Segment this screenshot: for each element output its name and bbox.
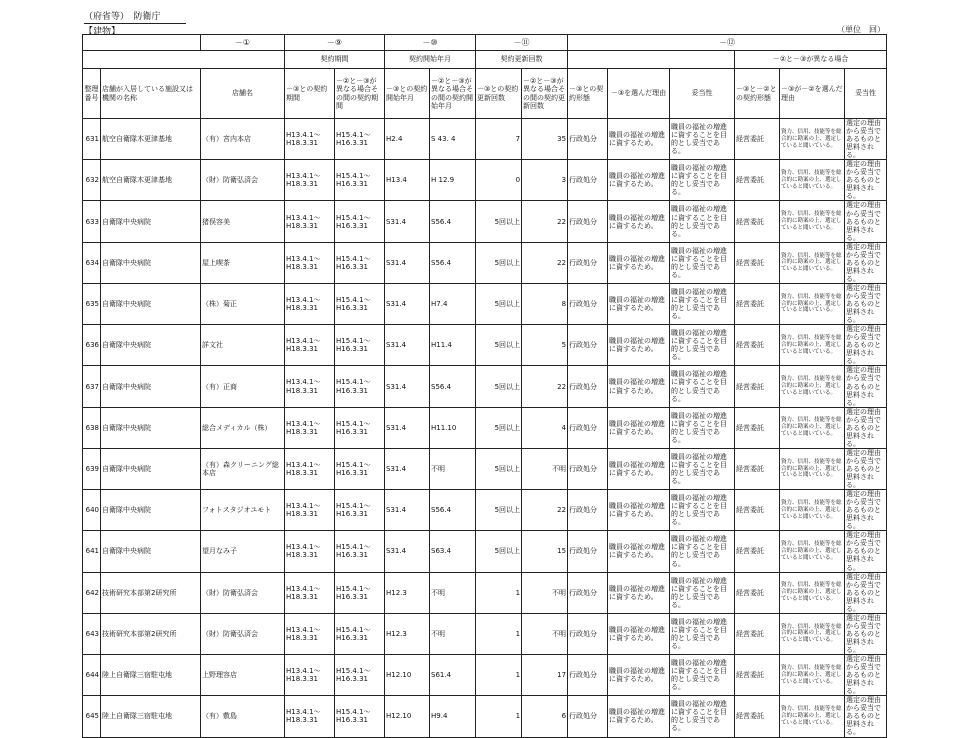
row-start-23: H11.10 [430,407,476,448]
ministry-label: （府省等） 防衛庁 [84,9,186,24]
row-validity-2: 選定の理由から妥当であるものと思料される。 [845,448,887,489]
row-facility: 自衛隊中央病院 [101,490,201,531]
row-form-2: 経営委託 [735,531,780,572]
row-form: 行政処分 [568,283,608,324]
row-renew-3: 1 [476,572,522,613]
row-renew-3: 5回以上 [476,366,522,407]
unit-label: （単位 回） [837,25,885,34]
row-validity: 職員の福祉の増進に資することを目的とし妥当である。 [670,119,735,160]
row-reason: 職員の福祉の増進に資するため。 [608,655,670,696]
row-start-3: S31.4 [385,407,430,448]
row-facility: 陸上自衛隊三宿駐屯地 [101,696,201,737]
row-validity: 職員の福祉の増進に資することを目的とし妥当である。 [670,613,735,654]
row-facility: 陸上自衛隊三宿駐屯地 [101,655,201,696]
col-period-23: －②と－③が異なる場合その間の契約期間 [335,69,385,119]
col-facility: 店舗が入居している施設又は機関の名称 [101,69,201,119]
row-validity-2: 選定の理由から妥当であるものと思料される。 [845,201,887,242]
row-facility: 自衛隊中央病院 [101,283,201,324]
row-start-3: H12.3 [385,572,430,613]
row-renew-3: 1 [476,613,522,654]
row-period-3: H13.4.1～ H18.3.31 [285,283,335,324]
row-validity-2: 選定の理由から妥当であるものと思料される。 [845,160,887,201]
table-row [83,572,887,613]
group-11-header: －⑪ [476,35,568,51]
row-renew-23: 22 [522,366,568,407]
row-renew-23: 不明 [522,448,568,489]
row-form: 行政処分 [568,490,608,531]
row-facility: 自衛隊中央病院 [101,366,201,407]
row-reason: 職員の福祉の増進に資するため。 [608,696,670,737]
row-start-3: H12.10 [385,696,430,737]
row-no: 636 [83,325,101,366]
row-reason: 職員の福祉の増進に資するため。 [608,448,670,489]
renewal-count-header: 契約更新回数 [476,51,568,69]
table-row [83,119,887,160]
row-facility: 自衛隊中央病院 [101,531,201,572]
row-form: 行政処分 [568,572,608,613]
row-validity-2: 選定の理由から妥当であるものと思料される。 [845,366,887,407]
row-period-23: H15.4.1～ H16.3.31 [335,531,385,572]
row-store: （株）菊正 [201,283,285,324]
row-period-23: H15.4.1～ H16.3.31 [335,613,385,654]
row-renew-3: 7 [476,119,522,160]
row-form-2: 経営委託 [735,366,780,407]
row-no: 632 [83,160,101,201]
table-row [83,366,887,407]
row-reason: 職員の福祉の増進に資するため。 [608,572,670,613]
row-validity: 職員の福祉の増進に資することを目的とし妥当である。 [670,572,735,613]
differs-case-header: －②と－③が異なる場合 [735,51,887,69]
col-reason-2: －③が－②を選んだ理由 [780,69,845,119]
row-reason-2: 資力、信用、技能等を総合的に勘案の上、選定していると聞いている。 [780,325,845,366]
row-start-3: H12.10 [385,655,430,696]
table-row [83,613,887,654]
row-renew-3: 1 [476,696,522,737]
row-renew-23: 35 [522,119,568,160]
col-start-3: －③との契約開始年月 [385,69,430,119]
row-start-23: S63.4 [430,531,476,572]
row-renew-3: 5回以上 [476,407,522,448]
row-start-3: S31.4 [385,242,430,283]
row-form: 行政処分 [568,613,608,654]
row-no: 642 [83,572,101,613]
row-period-3: H13.4.1～ H18.3.31 [285,448,335,489]
row-period-23: H15.4.1～ H16.3.31 [335,490,385,531]
header-empty-3 [568,51,735,69]
col-validity: 妥当性 [670,69,735,119]
row-period-23: H15.4.1～ H16.3.31 [335,366,385,407]
row-form-2: 経営委託 [735,490,780,531]
row-start-3: H12.3 [385,613,430,654]
row-store: 屋上喫茶 [201,242,285,283]
row-form: 行政処分 [568,242,608,283]
row-renew-3: 5回以上 [476,490,522,531]
col-form-3: －③との契約形態 [568,69,608,119]
row-form: 行政処分 [568,366,608,407]
row-store: 望月なみ子 [201,531,285,572]
table-row [83,201,887,242]
row-period-23: H15.4.1～ H16.3.31 [335,448,385,489]
row-no: 638 [83,407,101,448]
row-start-23: H7.4 [430,283,476,324]
row-renew-3: 5回以上 [476,531,522,572]
row-no: 633 [83,201,101,242]
category-label: 【建物】 [84,27,121,37]
row-facility: 航空自衛隊木更津基地 [101,160,201,201]
col-validity-2: 妥当性 [845,69,887,119]
row-renew-23: 不明 [522,572,568,613]
row-no: 644 [83,655,101,696]
row-renew-3: 5回以上 [476,242,522,283]
col-no: 整理番号 [83,69,101,119]
header-empty [83,35,201,51]
row-form: 行政処分 [568,448,608,489]
row-store: 総合メディカル（株） [201,407,285,448]
row-validity: 職員の福祉の増進に資することを目的とし妥当である。 [670,201,735,242]
row-reason: 職員の福祉の増進に資するため。 [608,283,670,324]
row-validity: 職員の福祉の増進に資することを目的とし妥当である。 [670,283,735,324]
row-start-23: S56.4 [430,201,476,242]
row-reason-2: 資力、信用、技能等を総合的に勘案の上、選定していると聞いている。 [780,283,845,324]
row-form-2: 経営委託 [735,160,780,201]
row-renew-23: 不明 [522,613,568,654]
row-no: 637 [83,366,101,407]
row-store: （財）防衛弘済会 [201,613,285,654]
row-no: 635 [83,283,101,324]
row-validity: 職員の福祉の増進に資することを目的とし妥当である。 [670,490,735,531]
table-row [83,531,887,572]
row-form-2: 経営委託 [735,448,780,489]
row-reason: 職員の福祉の増進に資するため。 [608,490,670,531]
row-store: 猪俣容美 [201,201,285,242]
row-validity: 職員の福祉の増進に資することを目的とし妥当である。 [670,325,735,366]
table-row [83,407,887,448]
row-reason-2: 資力、信用、技能等を総合的に勘案の上、選定していると聞いている。 [780,242,845,283]
row-form: 行政処分 [568,531,608,572]
table-row [83,160,887,201]
row-validity-2: 選定の理由から妥当であるものと思料される。 [845,407,887,448]
row-period-3: H13.4.1～ H18.3.31 [285,407,335,448]
table-row [83,242,887,283]
row-reason-2: 資力、信用、技能等を総合的に勘案の上、選定していると聞いている。 [780,490,845,531]
row-reason: 職員の福祉の増進に資するため。 [608,613,670,654]
row-facility: 自衛隊中央病院 [101,448,201,489]
row-store: （有）宮内本店 [201,119,285,160]
row-reason: 職員の福祉の増進に資するため。 [608,201,670,242]
row-validity-2: 選定の理由から妥当であるものと思料される。 [845,283,887,324]
row-period-23: H15.4.1～ H16.3.31 [335,160,385,201]
row-renew-23: 8 [522,283,568,324]
row-period-23: H15.4.1～ H16.3.31 [335,655,385,696]
row-validity-2: 選定の理由から妥当であるものと思料される。 [845,572,887,613]
row-no: 639 [83,448,101,489]
col-reason-3: －③を選んだ理由 [608,69,670,119]
col-store: 店舗名 [201,69,285,119]
row-no: 640 [83,490,101,531]
row-validity: 職員の福祉の増進に資することを目的とし妥当である。 [670,696,735,737]
row-store: （財）防衛弘済会 [201,160,285,201]
group-1-header: －① [201,35,285,51]
table-row [83,490,887,531]
header-empty-2 [83,51,285,69]
row-renew-3: 5回以上 [476,283,522,324]
row-store: （有）森クリーニング総本店 [201,448,285,489]
row-period-3: H13.4.1～ H18.3.31 [285,655,335,696]
row-validity: 職員の福祉の増進に資することを目的とし妥当である。 [670,531,735,572]
row-no: 641 [83,531,101,572]
row-no: 634 [83,242,101,283]
row-period-23: H15.4.1～ H16.3.31 [335,572,385,613]
group-10-header: －⑩ [385,35,476,51]
col-form-23: －③と－②との契約形態 [735,69,780,119]
row-start-3: S31.4 [385,366,430,407]
row-renew-3: 5回以上 [476,201,522,242]
row-store: （有）正商 [201,366,285,407]
row-form: 行政処分 [568,696,608,737]
row-reason: 職員の福祉の増進に資するため。 [608,407,670,448]
row-start-23: S56.4 [430,242,476,283]
row-start-23: 不明 [430,572,476,613]
row-start-3: S31.4 [385,283,430,324]
row-start-23: H9.4 [430,696,476,737]
row-period-3: H13.4.1～ H18.3.31 [285,572,335,613]
row-validity: 職員の福祉の増進に資することを目的とし妥当である。 [670,448,735,489]
row-validity-2: 選定の理由から妥当であるものと思料される。 [845,613,887,654]
row-reason: 職員の福祉の増進に資するため。 [608,242,670,283]
row-renew-23: 5 [522,325,568,366]
row-form: 行政処分 [568,407,608,448]
row-renew-23: 22 [522,490,568,531]
row-start-3: H2.4 [385,119,430,160]
row-start-23: H11.4 [430,325,476,366]
row-validity: 職員の福祉の増進に資することを目的とし妥当である。 [670,242,735,283]
row-reason-2: 資力、信用、技能等を総合的に勘案の上、選定していると聞いている。 [780,696,845,737]
row-form-2: 経営委託 [735,407,780,448]
row-store: 上野理容店 [201,655,285,696]
row-start-3: S31.4 [385,490,430,531]
row-reason-2: 資力、信用、技能等を総合的に勘案の上、選定していると聞いている。 [780,613,845,654]
row-start-23: 不明 [430,613,476,654]
row-start-3: S31.4 [385,531,430,572]
row-facility: 自衛隊中央病院 [101,242,201,283]
row-period-3: H13.4.1～ H18.3.31 [285,531,335,572]
row-validity-2: 選定の理由から妥当であるものと思料される。 [845,119,887,160]
row-period-23: H15.4.1～ H16.3.31 [335,242,385,283]
row-renew-3: 5回以上 [476,448,522,489]
row-reason-2: 資力、信用、技能等を総合的に勘案の上、選定していると聞いている。 [780,407,845,448]
row-form: 行政処分 [568,119,608,160]
table-row [83,655,887,696]
contract-start-header: 契約開始年月 [385,51,476,69]
row-facility: 技術研究本部第2研究所 [101,572,201,613]
row-form: 行政処分 [568,160,608,201]
row-facility: 自衛隊中央病院 [101,201,201,242]
row-renew-23: 3 [522,160,568,201]
row-form: 行政処分 [568,201,608,242]
row-no: 631 [83,119,101,160]
row-form-2: 経営委託 [735,696,780,737]
row-period-3: H13.4.1～ H18.3.31 [285,613,335,654]
row-form-2: 経営委託 [735,613,780,654]
row-no: 643 [83,613,101,654]
row-store: 詳文社 [201,325,285,366]
row-form-2: 経営委託 [735,119,780,160]
row-start-23: H 12.9 [430,160,476,201]
row-form-2: 経営委託 [735,655,780,696]
row-validity: 職員の福祉の増進に資することを目的とし妥当である。 [670,655,735,696]
row-facility: 自衛隊中央病院 [101,407,201,448]
row-reason: 職員の福祉の増進に資するため。 [608,531,670,572]
contract-table [82,34,887,738]
col-start-23: －②と－③が異なる場合その間の契約開始年月 [430,69,476,119]
row-store: フォトスタジオユモト [201,490,285,531]
row-reason-2: 資力、信用、技能等を総合的に勘案の上、選定していると聞いている。 [780,160,845,201]
contract-period-header: 契約期間 [285,51,385,69]
row-start-23: 不明 [430,448,476,489]
row-validity: 職員の福祉の増進に資することを目的とし妥当である。 [670,407,735,448]
table-row [83,448,887,489]
row-reason-2: 資力、信用、技能等を総合的に勘案の上、選定していると聞いている。 [780,448,845,489]
row-validity-2: 選定の理由から妥当であるものと思料される。 [845,490,887,531]
row-validity: 職員の福祉の増進に資することを目的とし妥当である。 [670,366,735,407]
row-period-3: H13.4.1～ H18.3.31 [285,201,335,242]
row-store: （有）敷島 [201,696,285,737]
row-facility: 航空自衛隊木更津基地 [101,119,201,160]
row-form-2: 経営委託 [735,572,780,613]
row-renew-23: 22 [522,201,568,242]
row-form: 行政処分 [568,325,608,366]
row-validity-2: 選定の理由から妥当であるものと思料される。 [845,696,887,737]
row-start-23: S56.4 [430,366,476,407]
row-reason: 職員の福祉の増進に資するため。 [608,160,670,201]
row-validity-2: 選定の理由から妥当であるものと思料される。 [845,655,887,696]
row-facility: 技術研究本部第2研究所 [101,613,201,654]
row-renew-3: 1 [476,655,522,696]
row-period-23: H15.4.1～ H16.3.31 [335,696,385,737]
row-period-23: H15.4.1～ H16.3.31 [335,119,385,160]
row-period-3: H13.4.1～ H18.3.31 [285,119,335,160]
row-start-3: S31.4 [385,201,430,242]
row-renew-23: 6 [522,696,568,737]
row-period-3: H13.4.1～ H18.3.31 [285,696,335,737]
row-reason-2: 資力、信用、技能等を総合的に勘案の上、選定していると聞いている。 [780,655,845,696]
row-period-3: H13.4.1～ H18.3.31 [285,325,335,366]
row-reason-2: 資力、信用、技能等を総合的に勘案の上、選定していると聞いている。 [780,201,845,242]
row-reason: 職員の福祉の増進に資するため。 [608,119,670,160]
col-renew-23: －②と－③が異なる場合その間の契約更新回数 [522,69,568,119]
row-period-3: H13.4.1～ H18.3.31 [285,490,335,531]
row-form-2: 経営委託 [735,201,780,242]
row-facility: 自衛隊中央病院 [101,325,201,366]
row-form-2: 経営委託 [735,283,780,324]
table-row [83,325,887,366]
row-start-3: H13.4 [385,160,430,201]
row-period-23: H15.4.1～ H16.3.31 [335,201,385,242]
row-renew-23: 15 [522,531,568,572]
row-period-3: H13.4.1～ H18.3.31 [285,366,335,407]
table-row [83,283,887,324]
row-no: 645 [83,696,101,737]
row-renew-23: 4 [522,407,568,448]
row-form: 行政処分 [568,655,608,696]
row-start-23: S61.4 [430,655,476,696]
group-12-header: －⑫ [568,35,887,51]
row-period-3: H13.4.1～ H18.3.31 [285,242,335,283]
row-renew-3: 5回以上 [476,325,522,366]
row-reason-2: 資力、信用、技能等を総合的に勘案の上、選定していると聞いている。 [780,531,845,572]
col-renew-3: －③との契約更新回数 [476,69,522,119]
row-form-2: 経営委託 [735,325,780,366]
row-period-3: H13.4.1～ H18.3.31 [285,160,335,201]
row-reason-2: 資力、信用、技能等を総合的に勘案の上、選定していると聞いている。 [780,366,845,407]
row-start-23: S 43. 4 [430,119,476,160]
row-period-23: H15.4.1～ H16.3.31 [335,283,385,324]
row-reason-2: 資力、信用、技能等を総合的に勘案の上、選定していると聞いている。 [780,572,845,613]
row-start-3: S31.4 [385,325,430,366]
row-renew-23: 17 [522,655,568,696]
row-reason: 職員の福祉の増進に資するため。 [608,366,670,407]
row-reason-2: 資力、信用、技能等を総合的に勘案の上、選定していると聞いている。 [780,119,845,160]
row-period-23: H15.4.1～ H16.3.31 [335,407,385,448]
row-validity: 職員の福祉の増進に資することを目的とし妥当である。 [670,160,735,201]
row-form-2: 経営委託 [735,242,780,283]
row-period-23: H15.4.1～ H16.3.31 [335,325,385,366]
row-reason: 職員の福祉の増進に資するため。 [608,325,670,366]
col-period-3: －③との契約期間 [285,69,335,119]
group-9-header: －⑨ [285,35,385,51]
row-start-23: S56.4 [430,490,476,531]
row-renew-23: 22 [522,242,568,283]
row-validity-2: 選定の理由から妥当であるものと思料される。 [845,531,887,572]
row-renew-3: 0 [476,160,522,201]
row-store: （財）防衛弘済会 [201,572,285,613]
row-validity-2: 選定の理由から妥当であるものと思料される。 [845,242,887,283]
row-validity-2: 選定の理由から妥当であるものと思料される。 [845,325,887,366]
row-start-3: S31.4 [385,448,430,489]
table-row [83,696,887,737]
